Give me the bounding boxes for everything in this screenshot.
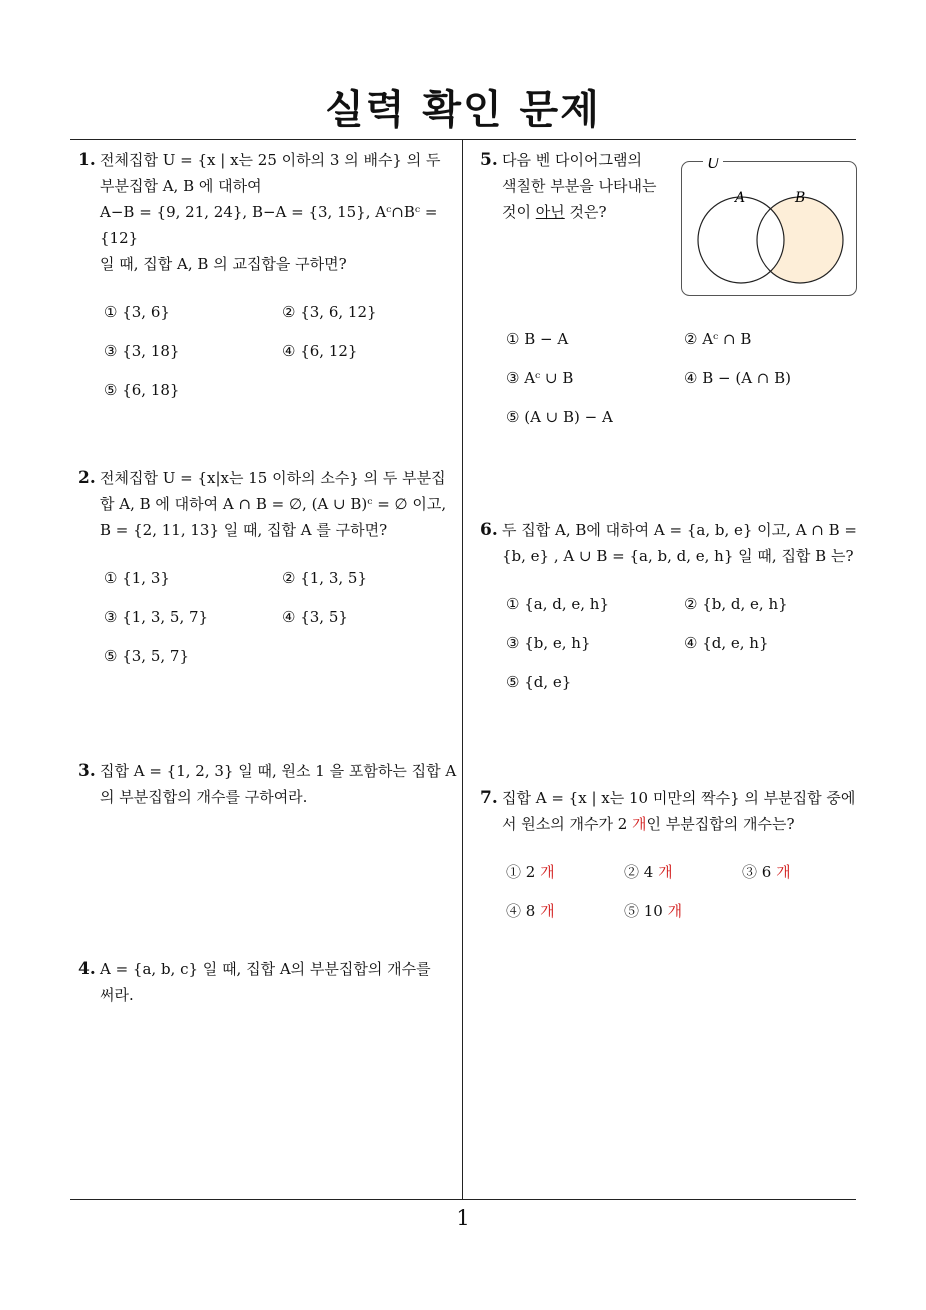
option-1[interactable]: ① {a, d, e, h} [506, 595, 609, 613]
problem-stem [100, 465, 458, 543]
problem-5 [480, 147, 680, 225]
stem-line: 두 집합 A, B에 대하여 A = {a, b, e} 이고, A ∩ B = [502, 521, 857, 539]
stem-line: 부분집합 A, B 에 대하여 [100, 177, 262, 195]
bottom-rule [70, 1199, 856, 1200]
options [506, 326, 860, 443]
option-5[interactable]: ⑤ {3, 5, 7} [104, 647, 190, 665]
problem-6 [480, 517, 860, 708]
option-5[interactable]: ⑤ (A ∪ B) − A [506, 408, 613, 426]
options [506, 591, 860, 708]
page-title: 실력 확인 문제 [325, 87, 601, 133]
option-4[interactable]: ④ B − (A ∩ B) [684, 369, 792, 387]
problem-stem [502, 147, 680, 225]
problem-number: 5. [480, 150, 498, 170]
unit-label: 개 [540, 902, 555, 920]
problem-number: 6. [480, 520, 498, 540]
stem-line: 색칠한 부분을 나타내는 [502, 177, 657, 195]
problem-5-options [480, 326, 860, 443]
problem-stem [100, 956, 458, 1008]
label-u: U [707, 158, 720, 172]
option-4[interactable]: ④ {6, 12} [282, 342, 358, 360]
venn-diagram [681, 158, 857, 296]
stem-line: 것이 아닌 것은? [502, 203, 607, 221]
option-4[interactable]: ④ {3, 5} [282, 608, 348, 626]
option-4[interactable]: ④ 8 개 [506, 902, 555, 920]
underlined-negation: 아닌 [535, 203, 565, 221]
options [506, 859, 865, 937]
label-b: B [795, 190, 806, 206]
stem-line: A = {a, b, c} 일 때, 집합 A의 부분집합의 개수를 [100, 960, 431, 978]
label-a: A [735, 190, 746, 206]
option-1[interactable]: ① 2 개 [506, 863, 555, 881]
option-1[interactable]: ① {1, 3} [104, 569, 170, 587]
stem-line: B = {2, 11, 13} 일 때, 집합 A 를 구하면? [100, 521, 388, 539]
option-2[interactable]: ② Aᶜ ∩ B [684, 330, 752, 348]
option-3[interactable]: ③ {b, e, h} [506, 634, 591, 652]
stem-line: 전체집합 U = {x | x는 25 이하의 3 의 배수} 의 두 [100, 151, 441, 169]
problem-number: 4. [78, 959, 96, 979]
problem-2 [78, 465, 458, 682]
problem-4 [78, 956, 458, 1008]
stem-line: 써라. [100, 986, 134, 1004]
option-3[interactable]: ③ {3, 18} [104, 342, 180, 360]
stem-line: 서 원소의 개수가 2 개인 부분집합의 개수는? [502, 815, 795, 833]
option-2[interactable]: ② {1, 3, 5} [282, 569, 368, 587]
option-2[interactable]: ② {3, 6, 12} [282, 303, 377, 321]
option-1[interactable]: ① {3, 6} [104, 303, 170, 321]
unit-label: 개 [540, 863, 555, 881]
highlighted-unit: 개 [632, 815, 647, 833]
problem-stem [100, 147, 458, 277]
problem-number: 1. [78, 150, 96, 170]
problem-7 [480, 785, 865, 937]
unit-label: 개 [776, 863, 791, 881]
stem-line: 집합 A = {x | x는 10 미만의 짝수} 의 부분집합 중에 [502, 789, 856, 807]
option-1[interactable]: ① B − A [506, 330, 569, 348]
option-3[interactable]: ③ Aᶜ ∪ B [506, 369, 574, 387]
unit-label: 개 [658, 863, 673, 881]
problem-number: 3. [78, 761, 96, 781]
problem-number: 2. [78, 468, 96, 488]
problem-1 [78, 147, 458, 416]
page-number: 1 [456, 1206, 470, 1230]
options [104, 299, 458, 416]
problem-stem [502, 517, 860, 569]
stem-line: 전체집합 U = {x|x는 15 이하의 소수} 의 두 부분집 [100, 469, 446, 487]
stem-line: 다음 벤 다이어그램의 [502, 151, 642, 169]
option-5[interactable]: ⑤ 10 개 [624, 902, 683, 920]
option-5[interactable]: ⑤ {d, e} [506, 673, 572, 691]
unit-label: 개 [667, 902, 683, 920]
problem-stem [502, 785, 865, 837]
problem-3 [78, 758, 458, 810]
option-2[interactable]: ② 4 개 [624, 863, 673, 881]
stem-line: 집합 A = {1, 2, 3} 일 때, 원소 1 을 포함하는 집합 A [100, 762, 457, 780]
option-2[interactable]: ② {b, d, e, h} [684, 595, 788, 613]
stem-line: 합 A, B 에 대하여 A ∩ B = ∅, (A ∪ B)ᶜ = ∅ 이고, [100, 495, 447, 513]
stem-line: A−B = {9, 21, 24}, B−A = {3, 15}, Aᶜ∩Bᶜ = {12} [100, 203, 438, 247]
column-divider [462, 140, 463, 1200]
option-3[interactable]: ③ {1, 3, 5, 7} [104, 608, 209, 626]
problem-stem [100, 758, 458, 810]
top-rule [70, 139, 856, 140]
problem-number: 7. [480, 788, 498, 808]
stem-line: 일 때, 집합 A, B 의 교집합을 구하면? [100, 255, 347, 273]
stem-line: {b, e} , A ∪ B = {a, b, d, e, h} 일 때, 집합 B 는? [502, 547, 854, 565]
option-4[interactable]: ④ {d, e, h} [684, 634, 769, 652]
stem-line: 의 부분집합의 개수를 구하여라. [100, 788, 308, 806]
option-5[interactable]: ⑤ {6, 18} [104, 381, 180, 399]
option-3[interactable]: ③ 6 개 [742, 863, 791, 881]
options [104, 565, 458, 682]
